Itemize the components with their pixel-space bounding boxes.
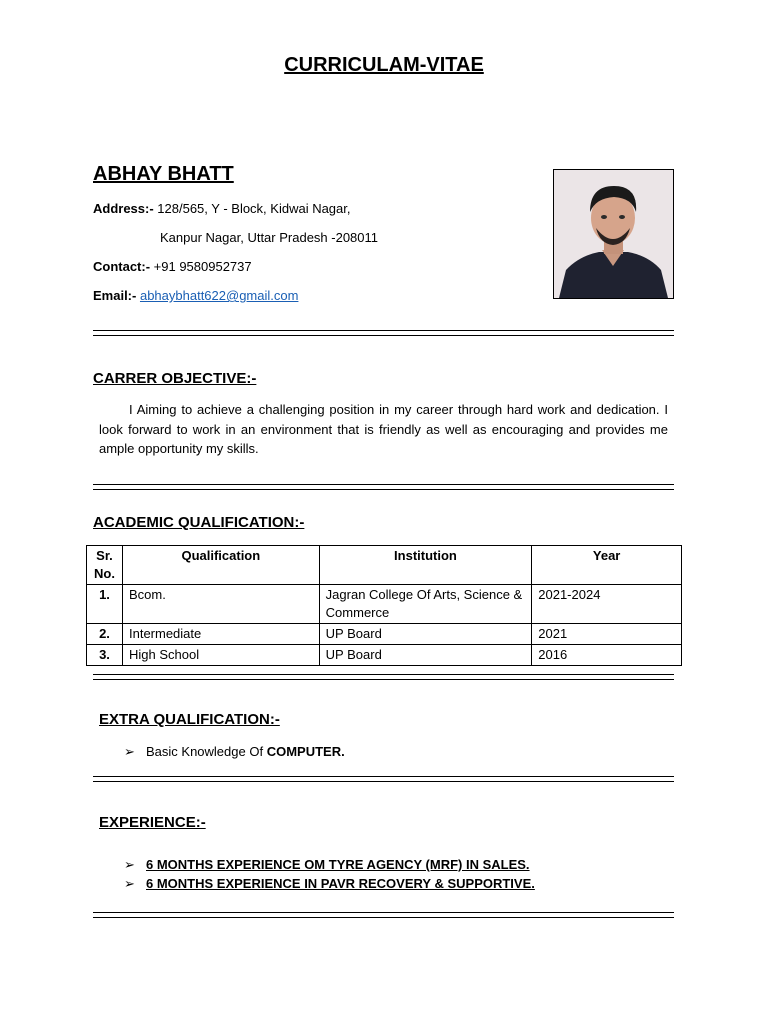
arrow-bullet-icon: ➢ <box>124 744 135 759</box>
experience-item-text: 6 MONTHS EXPERIENCE OM TYRE AGENCY (MRF) IN SALES. <box>146 857 530 872</box>
cell-institution: UP Board <box>319 624 532 645</box>
cell-year: 2021-2024 <box>532 585 682 624</box>
cell-institution: Jagran College Of Arts, Science & Commerce <box>319 585 532 624</box>
table-row <box>87 624 682 645</box>
email-line <box>93 288 298 303</box>
extra-heading: EXTRA QUALIFICATION:- <box>99 711 280 728</box>
cell-qualification: High School <box>122 645 319 666</box>
extra-item-bold: COMPUTER. <box>266 744 345 759</box>
section-divider <box>93 674 674 680</box>
contact-value: +91 9580952737 <box>150 259 252 274</box>
header-year: Year <box>532 546 682 585</box>
objective-heading: CARRER OBJECTIVE:- <box>93 370 257 387</box>
address-label: Address:- <box>93 201 154 216</box>
address-line-1 <box>93 201 351 216</box>
address-line-2: Kanpur Nagar, Uttar Pradesh -208011 <box>160 230 379 245</box>
contact-line <box>93 259 252 274</box>
cell-qualification: Intermediate <box>122 624 319 645</box>
candidate-name: ABHAY BHATT <box>93 163 234 185</box>
cell-qualification: Bcom. <box>122 585 319 624</box>
section-divider <box>93 776 674 782</box>
header-sr-no: Sr. No. <box>87 546 123 585</box>
email-label: Email:- <box>93 288 137 303</box>
section-divider <box>93 912 674 918</box>
table-header-row <box>87 546 682 585</box>
extra-item-text: Basic Knowledge Of <box>146 744 267 759</box>
cell-sr: 3. <box>87 645 123 666</box>
cell-institution: UP Board <box>319 645 532 666</box>
extra-item <box>124 744 345 760</box>
email-link[interactable]: abhaybhatt622@gmail.com <box>139 288 299 303</box>
experience-item-text: 6 MONTHS EXPERIENCE IN PAVR RECOVERY & SUPPORTIVE. <box>146 876 535 891</box>
header-qualification: Qualification <box>122 546 319 585</box>
academic-heading: ACADEMIC QUALIFICATION:- <box>93 514 305 531</box>
arrow-bullet-icon: ➢ <box>124 857 135 872</box>
experience-item <box>124 876 535 892</box>
objective-text: I Aiming to achieve a challenging position in my career through hard work and dedication. I look forward to work in an environment that is friendly as well as encouraging and provides me ample opportunity my skills. <box>99 402 668 456</box>
header-institution: Institution <box>319 546 532 585</box>
cell-year: 2016 <box>532 645 682 666</box>
arrow-bullet-icon: ➢ <box>124 876 135 891</box>
table-row <box>87 645 682 666</box>
contact-label: Contact:- <box>93 259 151 274</box>
cell-sr: 2. <box>87 624 123 645</box>
experience-heading: EXPERIENCE:- <box>99 814 206 831</box>
document-title: CURRICULAM-VITAE <box>284 54 484 76</box>
profile-photo <box>553 169 674 299</box>
address-value-1: 128/565, Y - Block, Kidwai Nagar, <box>153 201 351 216</box>
table-row <box>87 585 682 624</box>
section-divider <box>93 330 674 336</box>
academic-table <box>86 545 682 666</box>
section-divider <box>93 484 674 490</box>
cell-year: 2021 <box>532 624 682 645</box>
person-silhouette-icon <box>554 170 673 298</box>
cell-sr: 1. <box>87 585 123 624</box>
experience-item <box>124 857 530 873</box>
